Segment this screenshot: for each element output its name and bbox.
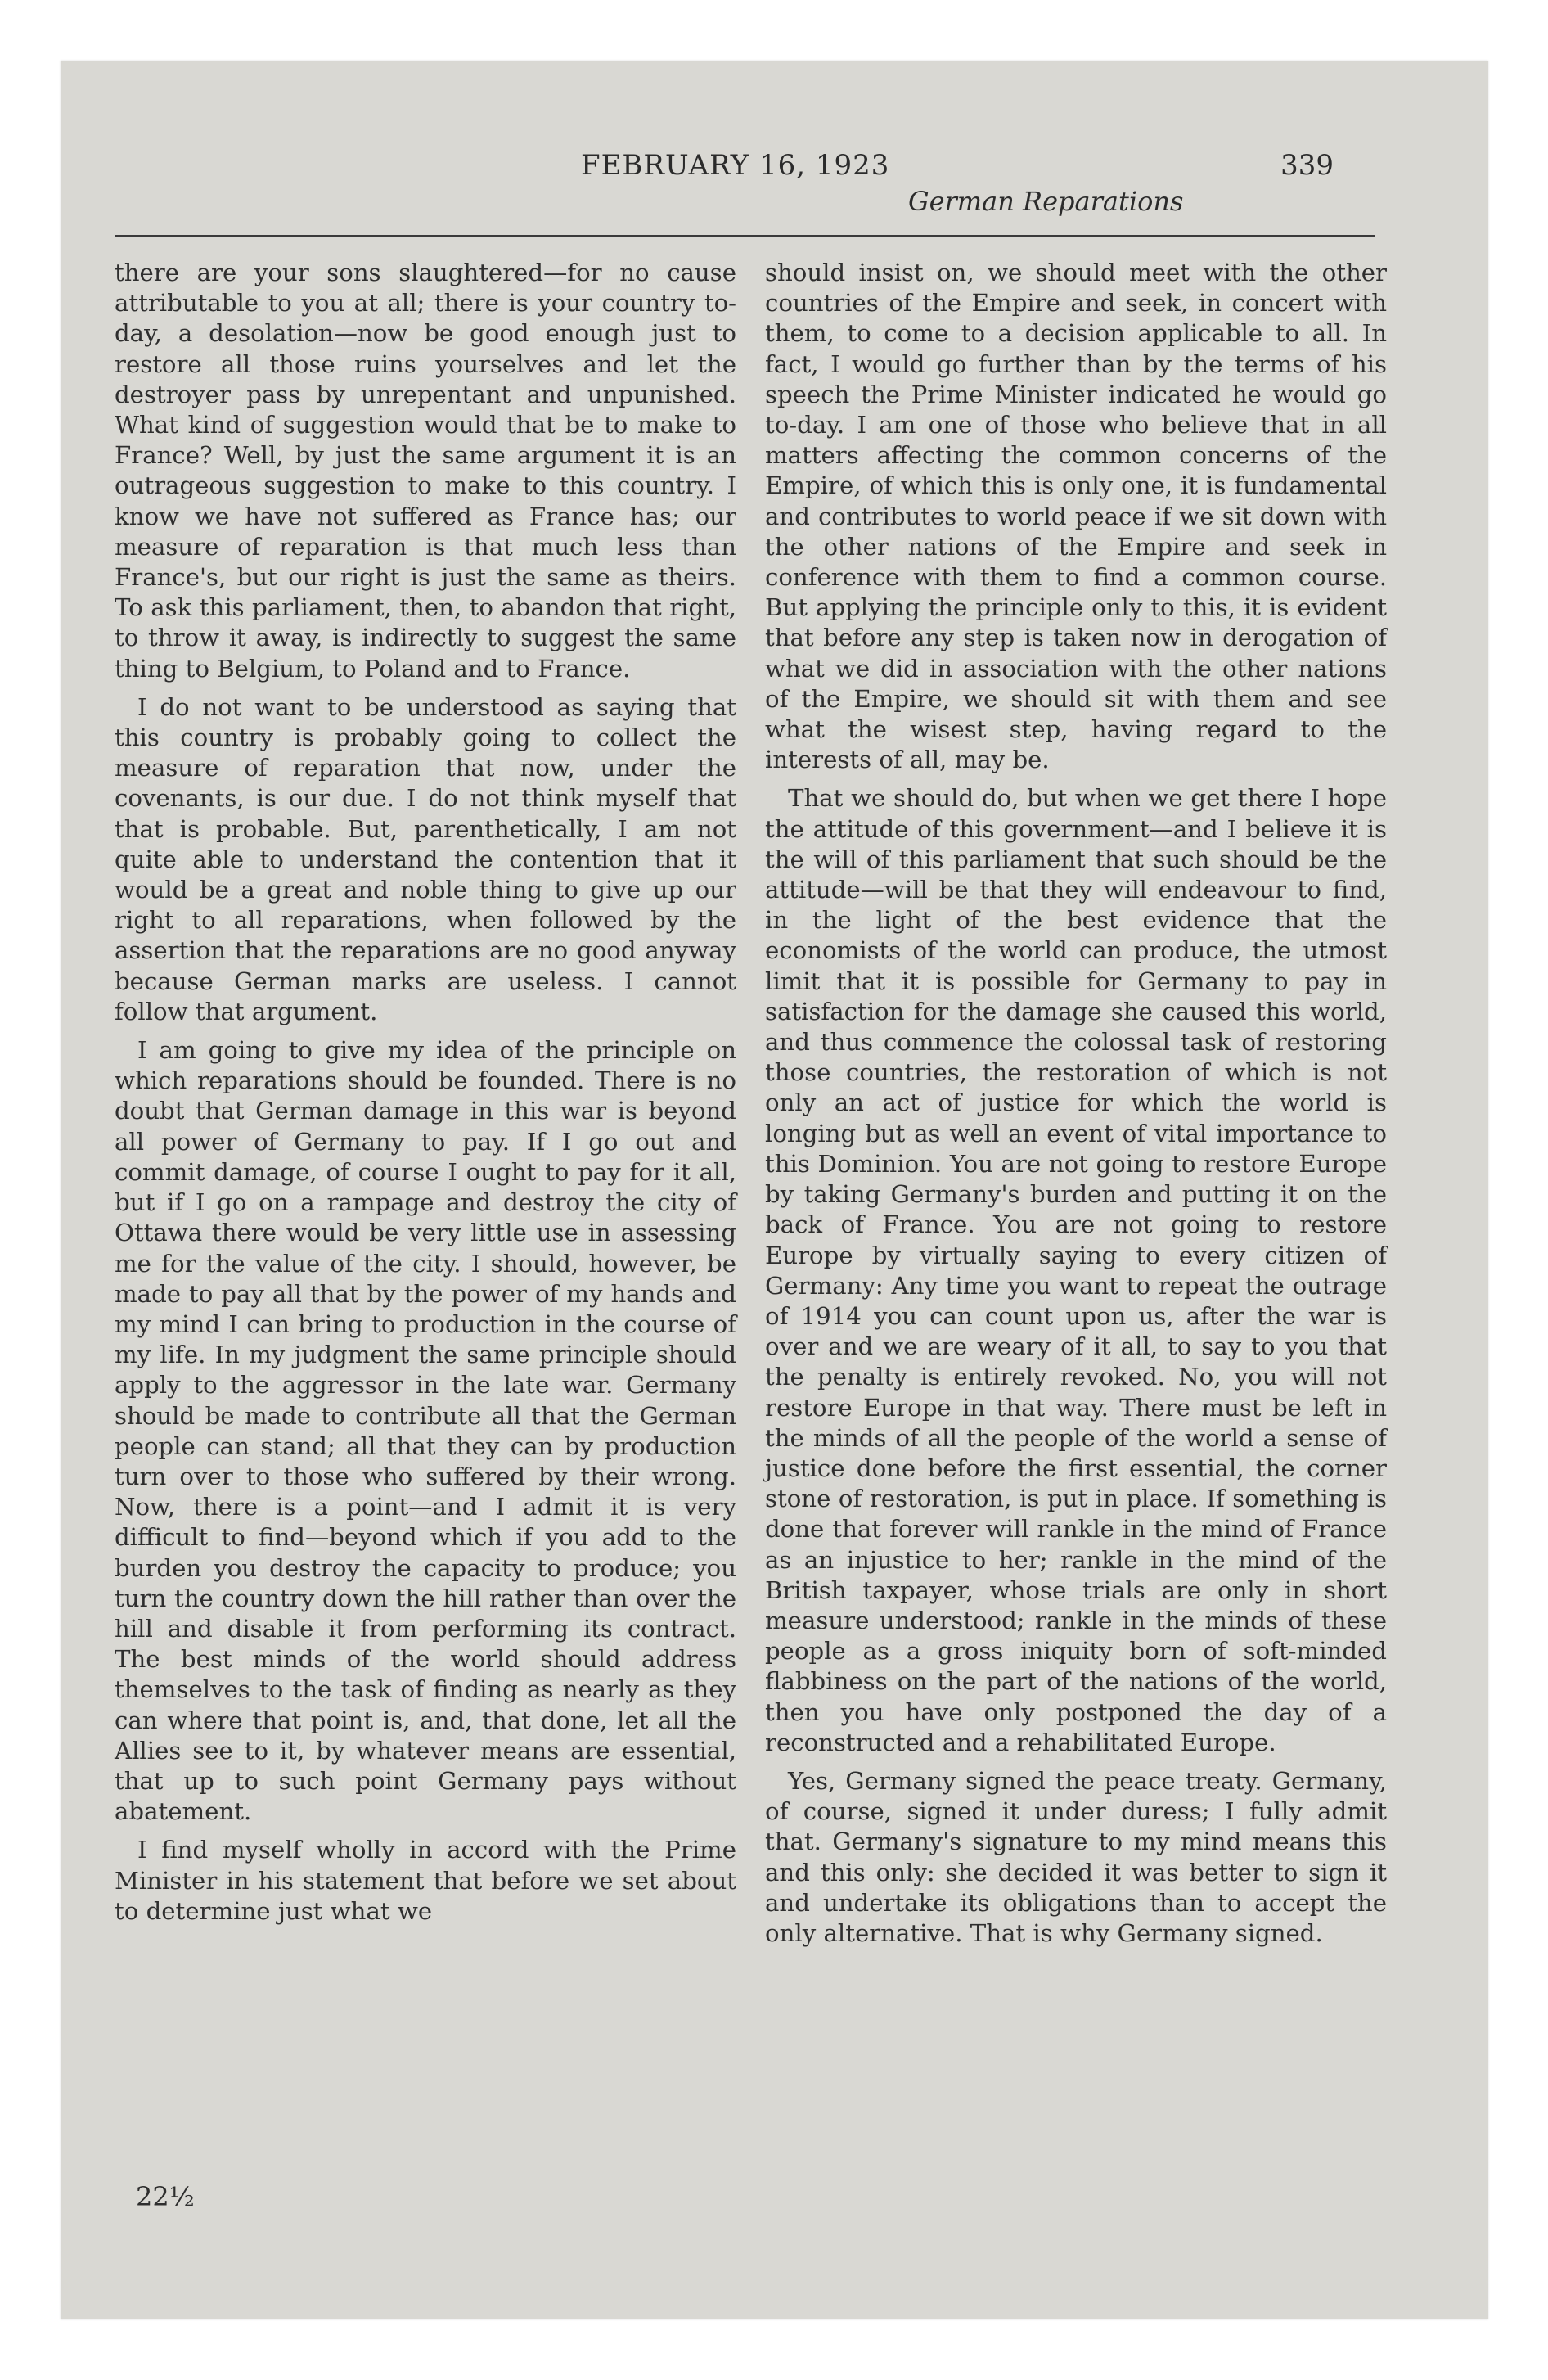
right-paragraph-2: That we should do, but when we get there I hope the attitude of this government—and I believe it is the will of this parliament that such should be the attitude—will be that they will endeavour to find, in the light of the best evidence that the economists of the world can produce, the utmost limit that it is possible for Germany to pay in satisfaction for the damage she caused this world, and thus commence the colossal task of restoring those countries, the restoration of which is not only an act of justice for which the world is longing but as well an event of vital importance to this Dominion. You are not going to restore Europe by taking Germany's burden and putting it on the back of France. You are not going to restore Europe by virtually saying to every citizen of Germany: Any time you want to repeat the outrage of 1914 you can count upon us, after the war is over and we are weary of it all, to say to you that the penalty is entirely revoked. No, you will not restore Europe in that way. There must be left in the minds of all the people of the world a sense of justice done before the first essential, the corner stone of restoration, is put in place. If something is done that forever will rankle in the mind of France as an injustice to her; rankle in the mind of the British taxpayer, whose trials are only in short measure understood; rankle in the minds of these people as a gross iniquity born of soft-minded flabbiness on the part of the nations of the world, then you have only postponed the day of a reconstructed and a rehabilitated Europe. (765, 784, 1387, 1756)
left-paragraph-1: there are your sons slaughtered—for no cause attributable to you at all; there is your country to-day, a desolation—now be good enough just to restore all those ruins yourselves and let the destroyer pass by unrepentant and unpunished. What kind of suggestion would that be to make to France? Well, by just the same argument it is an outrageous suggestion to make to this country. I know we have not suffered as France has; our measure of reparation is that much less than France's, but our right is just the same as theirs. To ask this parliament, then, to abandon that right, to throw it away, is indirectly to suggest the same thing to Belgium, to Poland and to France. (115, 259, 736, 683)
running-header (115, 97, 1334, 217)
section-subtitle: German Reparations (908, 186, 1184, 217)
right-paragraph-3: Yes, Germany signed the peace treaty. Germany, of course, signed it under duress; I fully admit that. Germany's signature to my mind means this and this only: she decided it was better to sign it and undertake its obligations than to accept the only alternative. That is why Germany signed. (765, 1766, 1387, 1947)
page-number: 339 (1280, 149, 1334, 182)
header-date: FEBRUARY 16, 1923 (581, 149, 890, 182)
signature-mark: 22½ (136, 2181, 195, 2212)
right-paragraph-1: should insist on, we should meet with the other countries of the Empire and seek, in concert with them, to come to a decision applicable to all. In fact, I would go further than by the terms of his speech the Prime Minister indicated he would go to-day. I am one of those who believe that in all matters affecting the common concerns of the Empire, of which this is only one, it is fundamental and contributes to world peace if we sit down with the other nations of the Empire and seek in conference with them to find a common course. But applying the principle only to this, it is evident that before any step is taken now in derogation of what we did in association with the other nations of the Empire, we should sit with them and see what the wisest step, having regard to the interests of all, may be. (765, 259, 1387, 774)
left-column (115, 258, 736, 1935)
left-paragraph-2: I do not want to be understood as saying that this country is probably going to collect the measure of reparation that now, under the covenants, is our due. I do not think myself that that is probable. But, parenthetically, I am not quite able to understand the contention that it would be a great and noble thing to give up our right to all reparations, when followed by the assertion that the reparations are no good anyway because German marks are useless. I cannot follow that argument. (115, 692, 736, 1025)
right-column (765, 258, 1387, 1957)
left-paragraph-4: I find myself wholly in accord with the Prime Minister in his statement that before we set about to determine just what we (115, 1836, 736, 1925)
header-rule (115, 235, 1375, 237)
left-paragraph-3: I am going to give my idea of the principle on which reparations should be founded. There is no doubt that German damage in this war is beyond all power of Germany to pay. If I go out and commit damage, of course I ought to pay for it all, but if I go on a rampage and destroy the city of Ottawa there would be very little use in assessing me for the value of the city. I should, however, be made to pay all that by the power of my hands and my mind I can bring to production in the course of my life. In my judgment the same principle should apply to the aggressor in the late war. Germany should be made to contribute all that the German people can stand; all that they can by production turn over to those who suffered by their wrong. Now, there is a point—and I admit it is very difficult to find—beyond which if you add to the burden you destroy the capacity to produce; you turn the country down the hill rather than over the hill and disable it from performing its contract. The best minds of the world should address themselves to the task of finding as nearly as they can where that point is, and, that done, let all the Allies see to it, by whatever means are essential, that up to such point Germany pays without abatement. (115, 1036, 736, 1826)
